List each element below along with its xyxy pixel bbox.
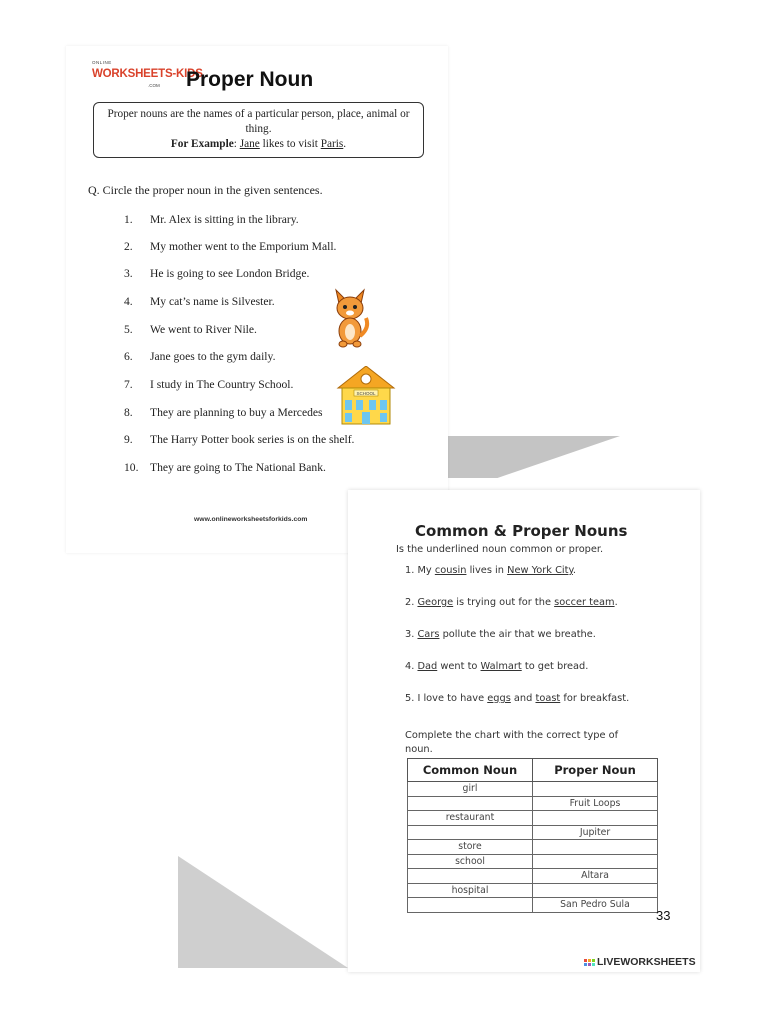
table-cell[interactable]: [533, 782, 658, 797]
question-text-part: .: [572, 565, 577, 576]
table-row: [408, 796, 658, 811]
instruction-text: Is the underlined noun common or proper.: [396, 544, 604, 555]
table-row: [408, 811, 658, 826]
question-text-part: went to: [437, 661, 481, 672]
item-number: 6.: [124, 350, 133, 363]
worksheet-title: Common & Proper Nouns: [415, 522, 628, 540]
table-cell[interactable]: Fruit Loops: [533, 796, 658, 811]
example-pre: :: [233, 138, 240, 150]
item-text: He is going to see London Bridge.: [150, 267, 310, 280]
table-row: [408, 840, 658, 855]
example-word-jane: Jane: [239, 138, 260, 150]
question-item: [405, 565, 576, 576]
table-cell[interactable]: store: [408, 840, 533, 855]
table-row: [408, 854, 658, 869]
table-cell[interactable]: Jupiter: [533, 825, 658, 840]
question-text-part: to get bread.: [521, 661, 589, 672]
logo-com-text: .COM: [148, 83, 160, 88]
item-number: 7.: [124, 378, 133, 391]
table-cell[interactable]: [533, 854, 658, 869]
item-number: 1.: [124, 213, 133, 226]
school-building-icon: [336, 366, 396, 426]
definition-box: [93, 102, 424, 158]
table-row: [408, 825, 658, 840]
list-item[interactable]: [124, 378, 293, 391]
liveworksheets-mark-icon: [584, 959, 595, 966]
item-number: 10.: [124, 461, 139, 474]
underlined-noun[interactable]: Walmart: [480, 661, 522, 672]
question-item: [405, 661, 588, 672]
table-cell[interactable]: [408, 825, 533, 840]
table-cell[interactable]: [408, 796, 533, 811]
logo-main-text: WORKSHEETS-KIDS: [92, 68, 203, 80]
table-header-row: [408, 759, 658, 782]
worksheets-kids-logo: [92, 60, 203, 90]
school-sign-text: SCHOOL: [356, 391, 376, 396]
column-header-common: Common Noun: [408, 759, 533, 782]
underlined-noun[interactable]: eggs: [487, 693, 511, 704]
table-cell[interactable]: school: [408, 854, 533, 869]
list-item[interactable]: [124, 240, 336, 253]
page-shadow: [178, 856, 348, 968]
list-item[interactable]: [124, 433, 354, 446]
table-row: [408, 898, 658, 913]
item-number: 9.: [124, 433, 133, 446]
underlined-noun[interactable]: George: [417, 597, 454, 608]
question-text-part: for breakfast.: [560, 693, 630, 704]
question-item: [405, 597, 618, 608]
brand-text: LIVEWORKSHEETS: [597, 956, 696, 968]
item-text: We went to River Nile.: [150, 323, 257, 336]
underlined-noun[interactable]: soccer team: [554, 597, 615, 608]
worksheet-footer-url: www.onlineworksheetsforkids.com: [194, 516, 308, 523]
chart-instruction: Complete the chart with the correct type of noun.: [405, 730, 619, 755]
page-shadow: [445, 436, 620, 478]
example-end: .: [343, 138, 347, 150]
example-mid: likes to visit: [259, 138, 321, 150]
question-text-part: and: [510, 693, 536, 704]
item-text: Mr. Alex is sitting in the library.: [150, 213, 299, 226]
question-text-part: 2.: [405, 597, 418, 608]
item-text: I study in The Country School.: [150, 378, 294, 391]
list-item[interactable]: [124, 323, 257, 336]
table-row: [408, 883, 658, 898]
page-title: Proper Noun: [186, 68, 314, 91]
item-text: The Harry Potter book series is on the shelf.: [150, 433, 355, 446]
question-text-part: is trying out for the: [453, 597, 555, 608]
list-item[interactable]: [124, 461, 326, 474]
question-item: [405, 693, 629, 704]
item-number: 5.: [124, 323, 133, 336]
underlined-noun[interactable]: Cars: [417, 629, 440, 640]
item-number: 8.: [124, 406, 133, 419]
table-row: [408, 869, 658, 884]
table-cell[interactable]: girl: [408, 782, 533, 797]
underlined-noun[interactable]: New York City: [507, 565, 573, 576]
item-number: 2.: [124, 240, 133, 253]
table-row: [408, 782, 658, 797]
question-text-part: pollute the air that we breathe.: [439, 629, 596, 640]
table-cell[interactable]: restaurant: [408, 811, 533, 826]
list-item[interactable]: [124, 213, 299, 226]
question-text-part: 3.: [405, 629, 418, 640]
table-cell[interactable]: hospital: [408, 883, 533, 898]
list-item[interactable]: [124, 295, 275, 308]
list-item[interactable]: [124, 267, 309, 280]
table-cell[interactable]: Altara: [533, 869, 658, 884]
table-cell[interactable]: [408, 898, 533, 913]
question-text: Q. Circle the proper noun in the given sentences.: [88, 183, 323, 197]
list-item[interactable]: [124, 406, 323, 419]
item-number: 4.: [124, 295, 133, 308]
item-text: Jane goes to the gym daily.: [150, 350, 276, 363]
underlined-noun[interactable]: Dad: [417, 661, 438, 672]
item-number: 3.: [124, 267, 133, 280]
table-cell[interactable]: [408, 869, 533, 884]
item-text: They are going to The National Bank.: [150, 461, 326, 474]
underlined-noun[interactable]: toast: [535, 693, 561, 704]
example-word-paris: Paris: [320, 138, 344, 150]
table-cell[interactable]: [533, 883, 658, 898]
cat-icon: [330, 286, 370, 348]
logo-online-text: ONLINE: [92, 60, 112, 65]
item-text: They are planning to buy a Mercedes: [150, 406, 323, 419]
item-text: My cat’s name is Silvester.: [150, 295, 275, 308]
example-label: For Example: [170, 138, 234, 150]
liveworksheets-logo: [584, 956, 696, 968]
column-header-proper: Proper Noun: [533, 759, 658, 782]
question-text-part: .: [614, 597, 618, 608]
definition-text: Proper nouns are the names of a particular person, place, animal or thing.: [107, 108, 410, 135]
list-item[interactable]: [124, 350, 275, 363]
table-cell[interactable]: [533, 811, 658, 826]
question-text-part: 4.: [405, 661, 418, 672]
underlined-noun[interactable]: cousin: [434, 565, 467, 576]
table-cell[interactable]: San Pedro Sula: [533, 898, 658, 913]
question-text-part: 5. I love to have: [405, 693, 488, 704]
question-text-part: lives in: [466, 565, 508, 576]
example-line: [104, 137, 413, 152]
table-cell[interactable]: [533, 840, 658, 855]
page-number: 33: [656, 908, 671, 923]
item-text: My mother went to the Emporium Mall.: [150, 240, 337, 253]
noun-chart-table: [407, 758, 658, 913]
question-item: [405, 629, 596, 640]
question-text-part: 1. My: [405, 565, 435, 576]
